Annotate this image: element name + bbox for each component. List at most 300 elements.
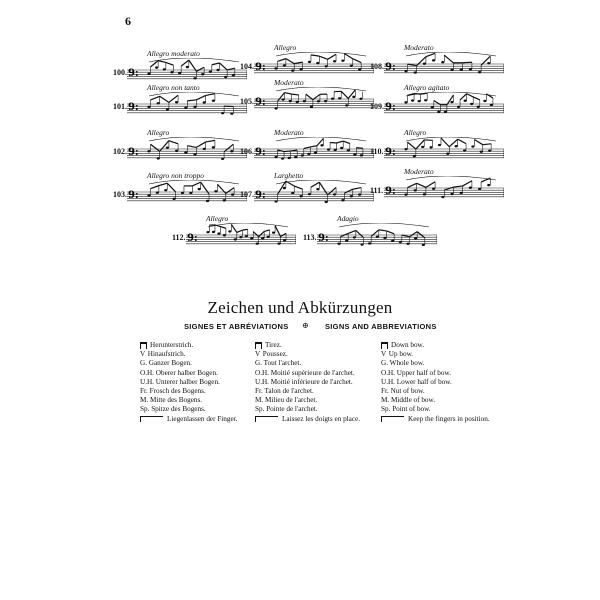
note-head (181, 192, 184, 194)
legend-text: Unterer halber Bogen. (155, 377, 220, 386)
note-head (212, 231, 215, 233)
note-head (404, 148, 407, 150)
note-head (274, 107, 277, 109)
note-beam (151, 144, 160, 151)
legend-abbr: Sp. (140, 405, 150, 414)
note-head (446, 153, 449, 155)
note-beam (444, 187, 453, 190)
note-beam (197, 95, 206, 99)
note-head (353, 153, 356, 155)
note-head (404, 101, 407, 103)
note-head (413, 155, 416, 157)
note-head (414, 189, 417, 191)
note-beam (189, 60, 197, 71)
note-head (294, 156, 297, 158)
note-head (334, 149, 337, 151)
tempo-marking: Moderato (274, 128, 304, 137)
excerpt-103 (113, 172, 243, 212)
down-bow-icon (381, 342, 388, 349)
note-beam (353, 188, 361, 190)
excerpt-106 (240, 129, 370, 169)
note-head (469, 187, 472, 189)
note-head (184, 107, 187, 109)
note-head (274, 200, 277, 202)
legend-abbr: O.H. (140, 368, 154, 377)
note-head (155, 66, 158, 68)
legend-text: Moitié supérieure de l'archet. (270, 368, 355, 377)
note-beam (206, 140, 215, 142)
hold-fingers-bracket-icon (140, 416, 163, 422)
hold-fingers-bracket-icon (255, 416, 278, 422)
tempo-marking: Allegro (404, 128, 427, 137)
note-head (147, 194, 150, 196)
note-head (457, 106, 460, 108)
note-beam (447, 95, 454, 105)
legend-row (381, 378, 490, 387)
note-head (307, 153, 310, 155)
note-head (418, 100, 421, 102)
legend-row (381, 369, 490, 378)
note-head (274, 67, 277, 69)
note-beam (319, 56, 327, 59)
tempo-marking: Allegro moderato (147, 49, 200, 58)
excerpt-104 (240, 44, 370, 84)
note-head (288, 157, 291, 159)
legend-row (381, 405, 490, 414)
note-head (316, 62, 319, 64)
music-staff (254, 52, 374, 80)
music-staff (384, 52, 504, 80)
music-staff (254, 180, 374, 208)
legend-abbr: G. (381, 359, 388, 368)
note-head (261, 237, 264, 239)
excerpt-105 (240, 79, 370, 119)
music-staff (127, 58, 247, 86)
tempo-marking: Moderato (404, 167, 434, 176)
note-head (431, 106, 434, 108)
note-head (175, 150, 178, 152)
excerpt-number: 101. (113, 102, 127, 111)
bass-clef-icon: 9: (128, 102, 139, 113)
note-beam (319, 182, 327, 195)
note-head (291, 69, 294, 71)
note-head (223, 234, 226, 236)
note-head (424, 99, 427, 101)
note-head (325, 201, 328, 203)
note-head (230, 150, 233, 152)
note-head (281, 98, 284, 100)
note-beam (160, 96, 169, 102)
note-beam (408, 183, 417, 187)
music-staff (186, 223, 296, 251)
note-head (303, 100, 306, 102)
note-beam (237, 230, 242, 232)
legend-text: Up bow. (388, 350, 414, 359)
note-beam (159, 183, 167, 185)
legend-abbr: G. (140, 359, 147, 368)
note-head (471, 145, 474, 147)
note-head (338, 97, 341, 99)
legend-row (255, 359, 360, 368)
excerpt-number: 112. (172, 233, 186, 242)
excerpt-number: 113. (303, 233, 317, 242)
note-beam (166, 62, 174, 65)
note-head (414, 237, 417, 239)
subtitle-separator: ⊕ (302, 321, 309, 330)
note-beam (460, 94, 467, 100)
legend-row (381, 415, 490, 424)
note-head (156, 191, 159, 193)
note-head (438, 144, 441, 146)
legend-abbr: O.H. (381, 368, 395, 377)
slur (406, 176, 496, 180)
note-head (421, 146, 424, 148)
excerpt-112 (172, 215, 302, 255)
note-head (340, 147, 343, 149)
note-beam (387, 231, 395, 234)
note-head (172, 198, 175, 200)
note-head (232, 74, 235, 76)
note-head (333, 193, 336, 195)
note-head (345, 104, 348, 106)
note-head (310, 106, 313, 108)
legend-text: Lower half of bow. (396, 377, 452, 386)
note-head (308, 61, 311, 63)
bass-clef-icon: 9: (128, 147, 139, 158)
note-beam (311, 55, 319, 56)
note-beam (344, 54, 352, 59)
note-beam (197, 142, 206, 147)
note-head (245, 235, 248, 237)
legend-text: Milieu de l'archet. (265, 396, 318, 405)
excerpt-number: 106. (240, 147, 254, 156)
note-beam (212, 63, 220, 65)
note-head (289, 100, 292, 102)
note-head (358, 193, 361, 195)
note-head (296, 101, 299, 103)
note-beam (454, 186, 463, 187)
note-head (450, 101, 453, 103)
note-head (164, 189, 167, 191)
note-beam (311, 182, 319, 187)
note-head (324, 100, 327, 102)
slur (339, 223, 429, 227)
note-head (283, 239, 286, 241)
legend-abbr: V (140, 350, 146, 359)
note-head (314, 152, 317, 154)
note-beam (379, 230, 387, 231)
legend-abbr: G. (255, 359, 262, 368)
note-beam (231, 224, 236, 232)
legend-row (255, 415, 360, 424)
note-head (283, 64, 286, 66)
note-head (414, 71, 417, 73)
note-head (327, 148, 330, 150)
note-head (350, 65, 353, 67)
note-head (391, 240, 394, 242)
note-head (429, 146, 432, 148)
bass-clef-icon: 9: (187, 233, 198, 244)
note-beam (294, 62, 302, 63)
legend-abbr: U.H. (255, 377, 269, 386)
legend-row (381, 396, 490, 405)
note-beam (181, 60, 189, 66)
legend-row (140, 359, 237, 368)
bass-clef-icon: 9: (255, 97, 266, 108)
slur (276, 52, 366, 56)
note-head (203, 148, 206, 150)
slur (406, 52, 496, 56)
note-head (317, 100, 320, 102)
note-beam (294, 186, 302, 189)
note-head (325, 65, 328, 67)
note-head (399, 241, 402, 243)
note-head (221, 158, 224, 160)
note-beam (220, 227, 225, 229)
note-beam (259, 231, 264, 236)
note-head (212, 146, 215, 148)
legend-row (255, 341, 360, 350)
note-head (170, 71, 173, 73)
note-head (175, 101, 178, 103)
legend-row (255, 387, 360, 396)
subtitle-english: SIGNS AND ABBREVIATIONS (325, 322, 437, 331)
note-head (224, 76, 227, 78)
excerpt-108 (370, 44, 500, 84)
note-head (234, 238, 237, 240)
note-head (178, 72, 181, 74)
note-head (206, 231, 209, 233)
excerpt-109 (370, 84, 500, 124)
note-head (184, 152, 187, 154)
legend-abbr: Fr. (140, 386, 148, 395)
bass-clef-icon: 9: (385, 62, 396, 73)
music-staff (317, 223, 437, 251)
excerpt-110 (370, 129, 500, 169)
legend-text: Herunterstrich. (150, 341, 194, 349)
music-staff (384, 176, 504, 204)
bass-clef-icon: 9: (385, 186, 396, 197)
tempo-marking: Allegro non tanto (147, 83, 200, 92)
note-head (411, 99, 414, 101)
abbreviations-legend (138, 341, 490, 435)
note-head (483, 100, 486, 102)
note-head (352, 96, 355, 98)
bass-clef-icon: 9: (255, 190, 266, 201)
legend-abbr: V (255, 350, 261, 359)
note-head (147, 106, 150, 108)
legend-text: Liegenlassen der Finger. (167, 414, 238, 423)
note-beam (344, 189, 352, 193)
legend-row (255, 369, 360, 378)
note-head (166, 108, 169, 110)
excerpt-number: 110. (370, 147, 384, 156)
note-beam (474, 140, 482, 145)
down-bow-icon (140, 342, 147, 349)
note-beam (473, 97, 480, 100)
tempo-marking: Adagio (337, 214, 359, 223)
note-head (206, 200, 209, 202)
legend-row (140, 387, 237, 396)
note-head (157, 157, 160, 159)
note-beam (408, 64, 417, 65)
bass-clef-icon: 9: (255, 62, 266, 73)
legend-text: Upper half of bow. (396, 368, 452, 377)
legend-text: Ganzer Bogen. (148, 359, 192, 368)
legend-text: Mitte des Bogens. (150, 396, 203, 405)
legend-abbr: M. (255, 396, 264, 405)
note-beam (328, 54, 336, 59)
legend-text: Hinaufstrich. (147, 350, 186, 359)
excerpt-number: 104. (240, 62, 254, 71)
legend-row (255, 378, 360, 387)
note-head (353, 236, 356, 238)
note-head (350, 195, 353, 197)
note-head (256, 242, 259, 244)
down-bow-icon (255, 342, 262, 349)
legend-abbr: M. (381, 396, 390, 405)
note-head (212, 100, 215, 102)
note-beam (408, 142, 416, 149)
note-head (437, 110, 440, 112)
note-head (186, 66, 189, 68)
note-beam (426, 182, 435, 188)
note-beam (292, 94, 299, 95)
note-beam (310, 146, 317, 147)
note-head (337, 242, 340, 244)
note-head (477, 106, 480, 108)
note-beam (285, 93, 292, 95)
excerpt-number: 100. (113, 68, 127, 77)
note-head (193, 106, 196, 108)
excerpt-number: 108. (370, 62, 384, 71)
legend-row (140, 369, 237, 378)
note-beam (187, 100, 196, 101)
note-head (147, 73, 150, 75)
bass-clef-icon: 9: (318, 233, 329, 244)
slur (149, 137, 239, 141)
legend-row (381, 359, 490, 368)
note-head (163, 68, 166, 70)
legend-row (255, 405, 360, 414)
bass-clef-icon: 9: (128, 190, 139, 201)
note-head (316, 188, 319, 190)
note-head (214, 190, 217, 192)
note-head (488, 150, 491, 152)
music-staff (384, 137, 504, 165)
excerpt-number: 109. (370, 102, 384, 111)
note-head (291, 192, 294, 194)
note-head (422, 244, 425, 246)
note-head (272, 231, 275, 233)
note-beam (356, 148, 363, 149)
note-beam (158, 61, 166, 63)
legend-column-english (381, 341, 490, 424)
bass-clef-icon: 9: (385, 147, 396, 158)
slur (149, 92, 239, 96)
bass-clef-icon: 9: (255, 147, 266, 158)
note-beam (483, 144, 491, 145)
excerpt-number: 105. (240, 97, 254, 106)
note-beam (187, 146, 196, 148)
note-head (360, 154, 363, 156)
legend-row (140, 405, 237, 414)
legend-row (255, 350, 360, 359)
legend-text: Whole bow. (389, 359, 425, 368)
legend-text: Keep the fingers in position. (408, 414, 490, 423)
note-beam (242, 229, 247, 230)
note-head (308, 193, 311, 195)
note-head (455, 145, 458, 147)
legend-row (140, 350, 237, 359)
note-head (283, 187, 286, 189)
section-title: Zeichen und Abkürzungen (207, 298, 393, 317)
legend-row (140, 378, 237, 387)
note-beam (197, 67, 205, 71)
legend-text: Laissez les doigts en place. (282, 414, 361, 423)
note-beam (278, 59, 286, 62)
slur (406, 92, 496, 96)
note-head (441, 61, 444, 63)
legend-abbr: Sp. (381, 405, 391, 414)
note-head (209, 71, 212, 73)
note-head (487, 184, 490, 186)
legend-text: Talon de l'archet. (264, 386, 314, 395)
tempo-marking: Allegro (147, 128, 170, 137)
legend-row (381, 387, 490, 396)
excerpt-113 (303, 215, 433, 255)
tempo-marking: Allegro (206, 214, 229, 223)
tempo-marking: Moderato (274, 78, 304, 87)
note-head (193, 77, 196, 79)
excerpt-101 (113, 84, 243, 124)
note-head (487, 62, 490, 64)
note-head (250, 237, 253, 239)
note-head (347, 149, 350, 151)
note-beam (444, 55, 453, 63)
note-head (480, 150, 483, 152)
music-staff (254, 137, 374, 165)
note-beam (341, 91, 348, 98)
excerpt-number: 103. (113, 190, 127, 199)
tempo-marking: Allegro agitato (404, 83, 450, 92)
note-beam (441, 138, 449, 147)
note-beam (348, 230, 356, 233)
note-beam (151, 96, 160, 100)
legend-text: Tout l'archet. (263, 359, 302, 368)
note-beam (467, 94, 474, 97)
note-beam (226, 188, 234, 194)
legend-text: Nut of bow. (390, 386, 425, 395)
legend-text: Pointe de l'archet. (266, 405, 318, 414)
legend-abbr: O.H. (255, 368, 269, 377)
bass-clef-icon: 9: (128, 68, 139, 79)
note-head (404, 70, 407, 72)
legend-text: Tirez. (265, 341, 282, 349)
legend-text: Middle of bow. (391, 396, 436, 405)
note-head (216, 69, 219, 71)
note-head (203, 101, 206, 103)
note-head (281, 157, 284, 159)
note-head (469, 68, 472, 70)
note-head (193, 153, 196, 155)
note-beam (167, 183, 175, 192)
note-head (299, 195, 302, 197)
note-beam (192, 182, 200, 186)
note-head (221, 112, 224, 114)
note-head (217, 232, 220, 234)
legend-row (381, 341, 490, 350)
